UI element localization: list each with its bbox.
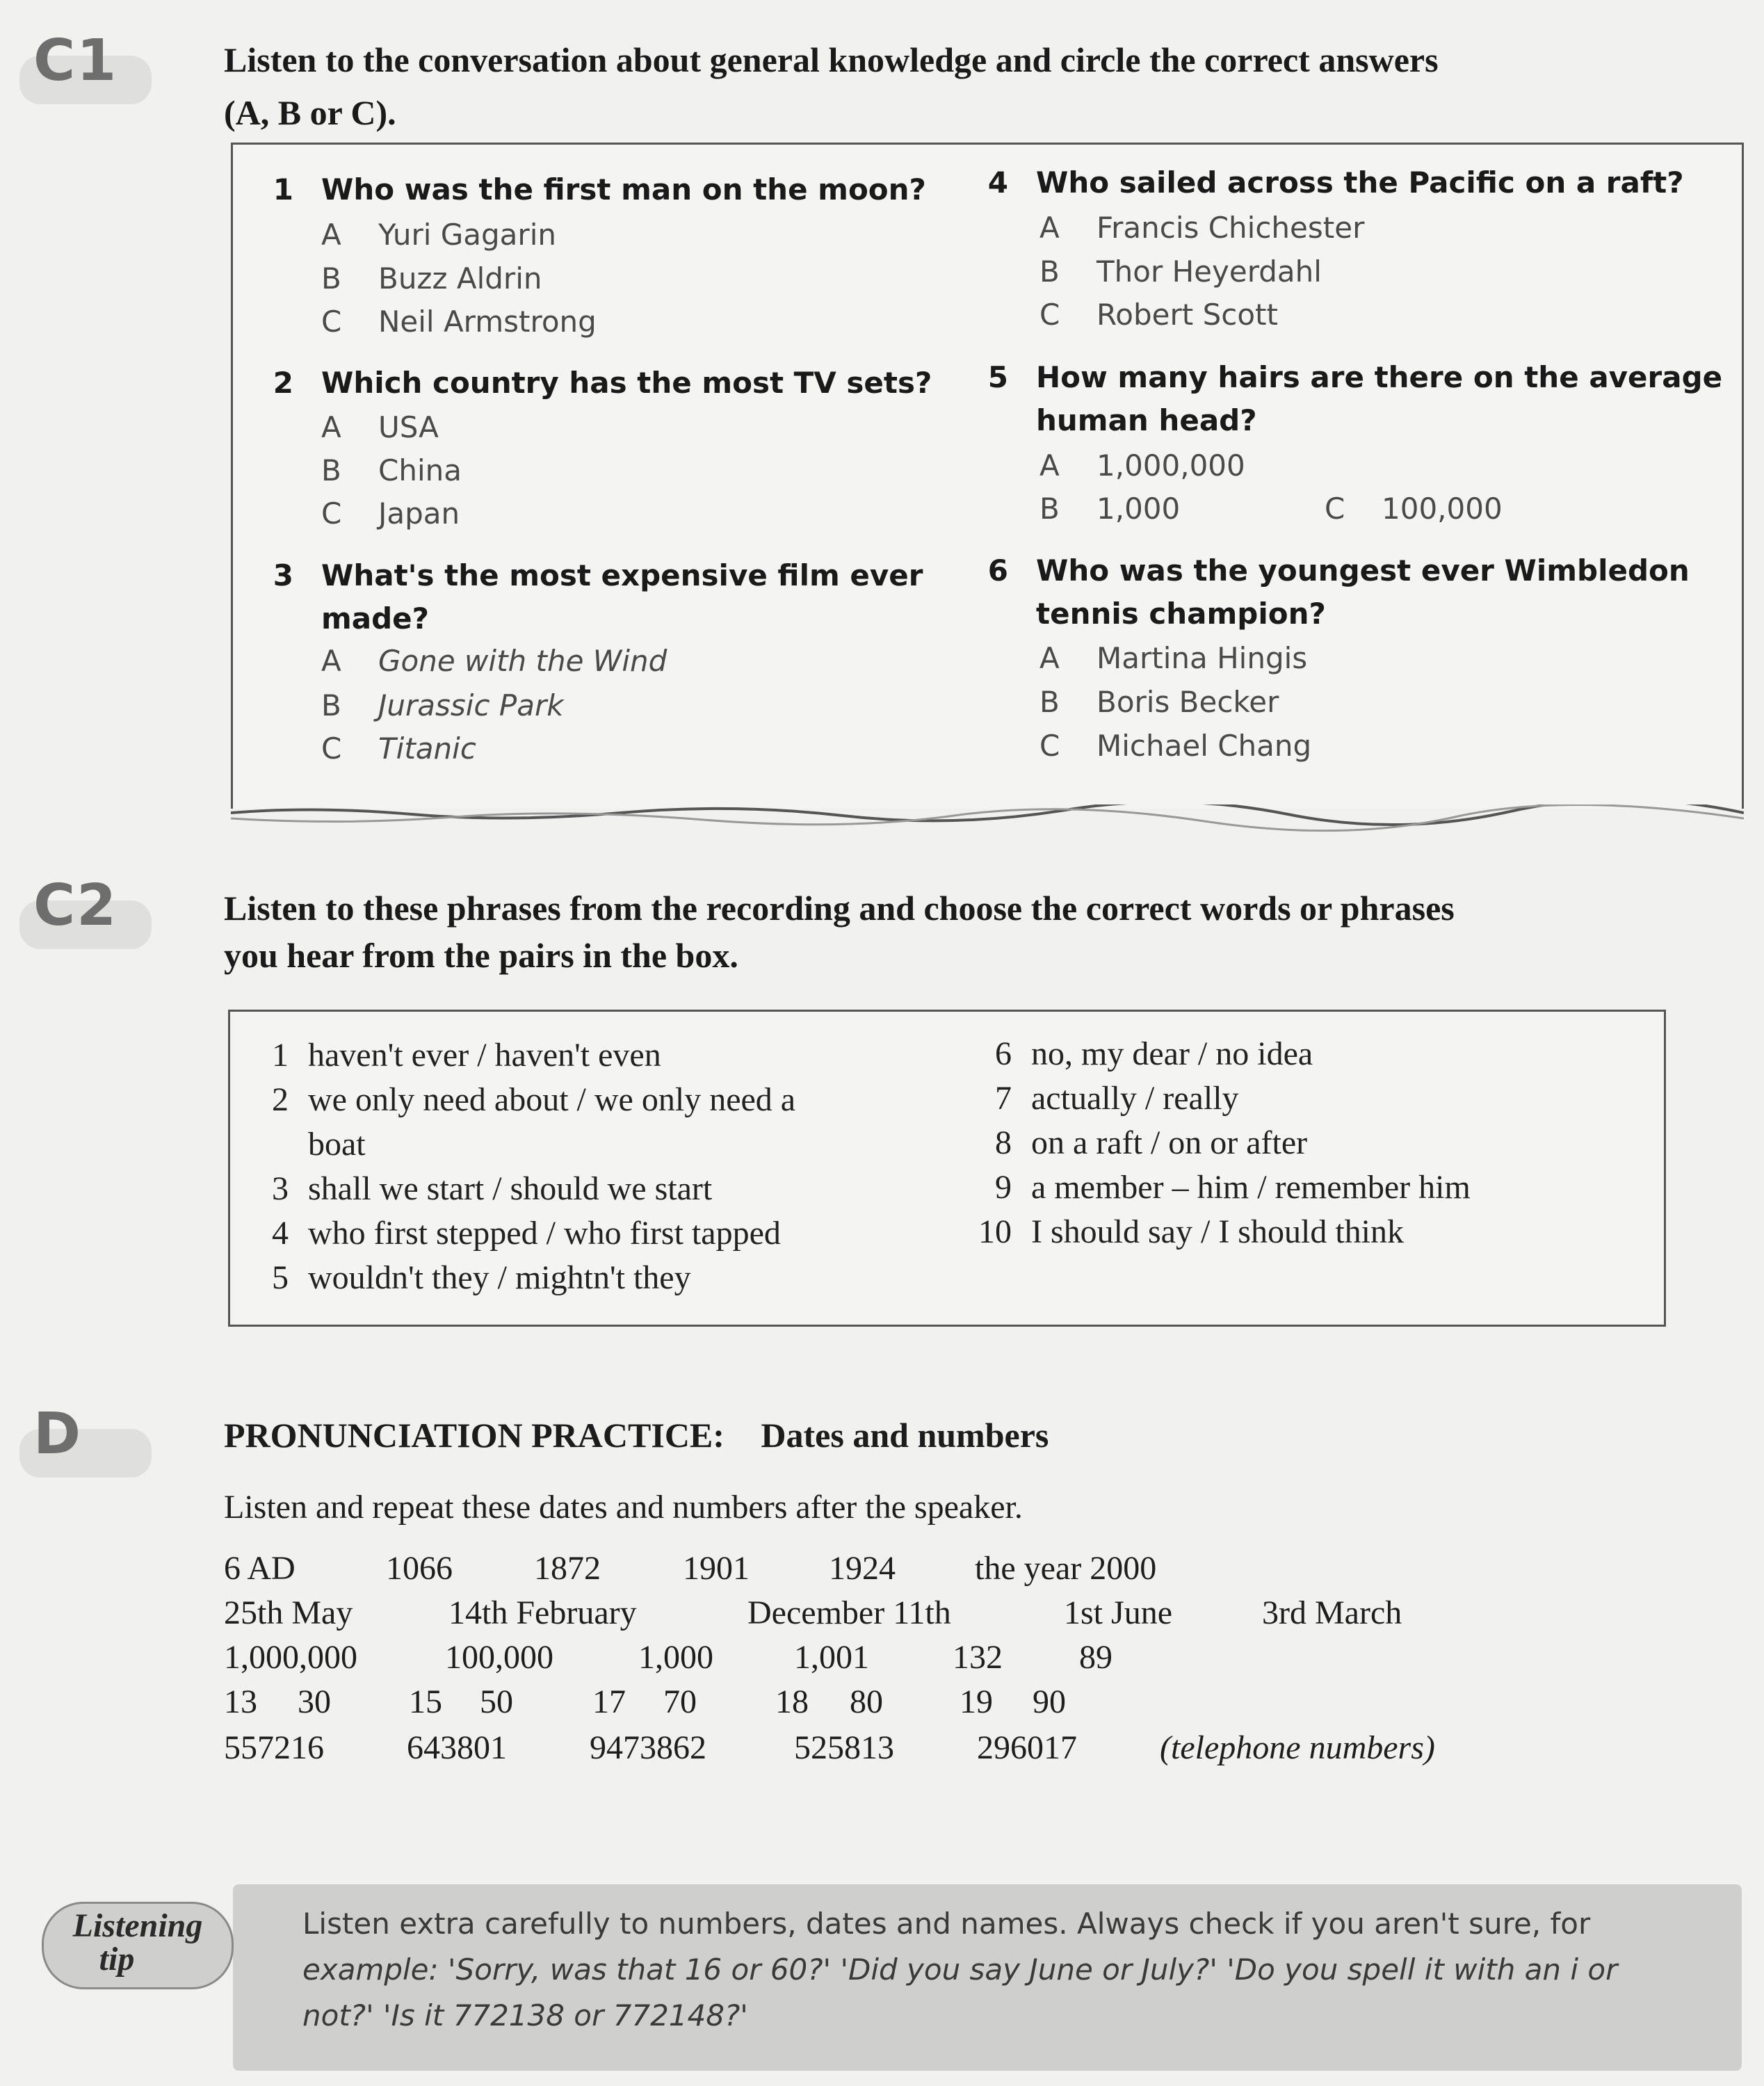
c2-instruction-line2: you hear from the pairs in the box. <box>224 936 738 975</box>
question-number: 1 <box>273 172 293 207</box>
question-number: 6 <box>987 553 1008 588</box>
tip-line3: not?' 'Is it 772138 or 772148?' <box>302 1998 748 2032</box>
listening-tip-box <box>233 1884 1742 2071</box>
phone-number: 525813 <box>794 1729 894 1766</box>
number-item: 89 <box>1079 1639 1112 1676</box>
number-item: 17 <box>592 1683 626 1720</box>
question-text-line1: What's the most expensive film ever <box>321 558 923 592</box>
phone-number: 643801 <box>407 1729 507 1766</box>
tip-line1: Listen extra carefully to numbers, dates and names. Always check if you aren't sure, for <box>302 1907 1591 1941</box>
d-heading-caps: PRONUNCIATION PRACTICE: <box>224 1416 725 1455</box>
date-item: 1066 <box>386 1550 453 1587</box>
phone-number: 557216 <box>224 1729 324 1766</box>
number-item: 1,000,000 <box>224 1639 357 1676</box>
listening-tip-badge <box>42 1902 234 1989</box>
date-item: the year 2000 <box>975 1550 1157 1587</box>
number-item: 30 <box>298 1683 331 1720</box>
d-heading <box>224 1415 1049 1455</box>
torn-edge <box>231 805 1744 832</box>
date-item: 1924 <box>829 1550 896 1587</box>
tip-text <box>302 1901 1693 2039</box>
question-text: Who sailed across the Pacific on a raft? <box>1036 165 1684 200</box>
question-text-line1: How many hairs are there on the average <box>1036 360 1723 394</box>
question-number: 4 <box>987 165 1008 200</box>
tip-badge-line1: Listening <box>72 1907 203 1944</box>
question-text-line2: made? <box>321 601 430 636</box>
c2-instruction-line1: Listen to these phrases from the recording and choose the correct words or phrases <box>224 889 1455 928</box>
section-label-c2: C2 <box>33 873 118 939</box>
question-text: Which country has the most TV sets? <box>321 366 932 400</box>
number-item: 18 <box>775 1683 809 1720</box>
question-number: 5 <box>987 360 1008 394</box>
number-item: 13 <box>224 1683 257 1720</box>
question-text: Who was the first man on the moon? <box>321 172 926 207</box>
tip-badge-line2: tip <box>99 1941 135 1978</box>
date-item: 1872 <box>534 1550 601 1587</box>
c1-instruction-line1: Listen to the conversation about general knowledge and circle the correct answers <box>224 40 1439 79</box>
number-item: 1,000 <box>638 1639 713 1676</box>
d-instruction: Listen and repeat these dates and numbers after the speaker. <box>224 1489 1023 1526</box>
date-item: 1901 <box>683 1550 750 1587</box>
phone-number: 9473862 <box>590 1729 706 1766</box>
question-text-line2: human head? <box>1036 403 1257 437</box>
question-text-line1: Who was the youngest ever Wimbledon <box>1036 553 1690 588</box>
tip-line2: example: 'Sorry, was that 16 or 60?' 'Did you say June or July?' 'Do you spell it with an i or <box>302 1952 1618 1987</box>
date-item: 25th May <box>224 1594 353 1631</box>
date-item: 6 AD <box>224 1550 296 1587</box>
number-item: 90 <box>1033 1683 1066 1720</box>
number-item: 70 <box>663 1683 697 1720</box>
number-item: 1,001 <box>794 1639 869 1676</box>
section-label-d: D <box>33 1401 83 1467</box>
question-text-line2: tennis champion? <box>1036 597 1326 631</box>
c1-instruction-line2: (A, B or C). <box>224 93 396 132</box>
date-item: 1st June <box>1064 1594 1172 1631</box>
number-item: 50 <box>480 1683 513 1720</box>
question-number: 2 <box>273 366 293 400</box>
number-item: 132 <box>953 1639 1003 1676</box>
section-label-c1: C1 <box>33 28 118 94</box>
date-item: 14th February <box>448 1594 637 1631</box>
phone-number-note: (telephone numbers) <box>1160 1729 1435 1766</box>
date-item: 3rd March <box>1262 1594 1402 1631</box>
d-heading-rest: Dates and numbers <box>761 1416 1049 1455</box>
number-item: 80 <box>850 1683 883 1720</box>
number-item: 100,000 <box>445 1639 553 1676</box>
phone-number: 296017 <box>977 1729 1077 1766</box>
number-item: 19 <box>960 1683 993 1720</box>
date-item: December 11th <box>747 1594 951 1631</box>
question-number: 3 <box>273 558 293 592</box>
number-item: 15 <box>409 1683 442 1720</box>
